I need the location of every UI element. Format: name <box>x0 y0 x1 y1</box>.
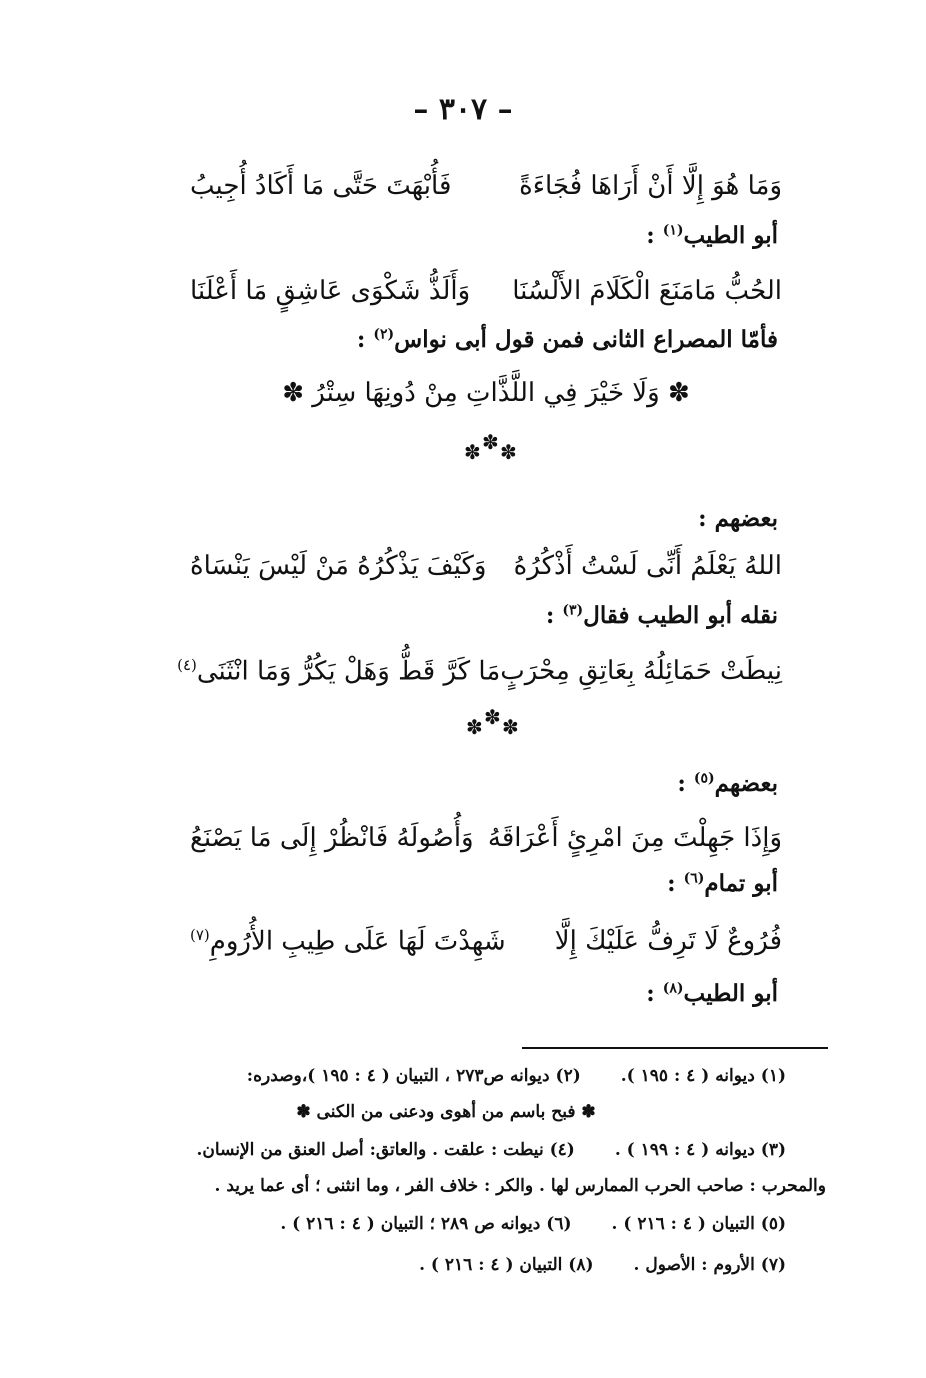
poet-heading-2 <box>357 326 778 353</box>
poet-heading-6 <box>667 870 778 897</box>
poet-heading-3: بعضهم : <box>698 505 778 532</box>
verse-5-second-hemistich-group <box>177 656 500 687</box>
verse-line-7 <box>190 918 782 964</box>
footnote-2-verse: ✽ فبح باسم من أهوى ودعنى من الكنى ✽ <box>296 1102 596 1122</box>
star-separator-1 <box>458 430 518 470</box>
verse-2-first-hemistich: الحُبُّ مَامَنَعَ الْكَلَامَ الأَلْسُنَا <box>512 276 782 306</box>
colon: : <box>667 870 684 897</box>
poet-name: أبو الطيب <box>683 222 778 249</box>
footnote-ref: (٣) <box>562 602 584 619</box>
verse-7-second-hemistich-group <box>190 926 506 957</box>
colon: : <box>356 326 374 353</box>
poet-name: أبو الطيب <box>683 980 778 1007</box>
footnote-ref: (٢) <box>373 326 395 343</box>
verse-line-3: ✽ وَلَا خَيْرَ فِي اللَّذَّاتِ مِنْ دُونِهَا سِتْرُ ✽ <box>282 378 690 408</box>
star-icon: ✽ <box>502 715 519 739</box>
verse-4-first-hemistich: اللهُ يَعْلَمُ أَنِّى لَسْتُ أَذْكُرُهُ <box>513 551 782 581</box>
footnote-ref: (٤) <box>177 655 197 674</box>
poet-name: أبو تمام <box>704 870 778 897</box>
footnote-line-3 <box>106 1140 786 1160</box>
star-icon: ✽ <box>466 715 483 739</box>
star-icon: ✽ <box>482 430 499 454</box>
verse-7-first-hemistich: فُرُوعٌ لَا تَرِفُّ عَلَيْكَ إِلَّا <box>554 926 782 956</box>
poet-heading-4 <box>546 602 778 629</box>
footnote-ref: (٧) <box>190 925 210 944</box>
star-icon: ✽ <box>484 705 501 729</box>
heading-text: بعضهم <box>714 770 778 797</box>
poet-heading-1 <box>646 222 778 249</box>
footnote-ref: (٨) <box>662 980 684 997</box>
footnote-4-continuation: والمحرب : صاحب الحرب الممارس لها . والكر : خلاف الفر ، وما انثنى ؛ أى عما يريد . <box>214 1176 826 1196</box>
footnote-7: (٧) الأروم : الأصول . <box>633 1255 786 1275</box>
colon: : <box>646 980 663 1007</box>
verse-4-second-hemistich: وَكَيْفَ يَذْكُرُهُ مَنْ لَيْسَ يَنْسَاهُ <box>190 551 487 581</box>
poet-heading-5 <box>677 770 778 797</box>
star-icon: ✽ <box>464 440 481 464</box>
star-icon: ✽ <box>500 440 517 464</box>
verse-line-5 <box>177 648 782 694</box>
verse-2-second-hemistich: وَأَلَذُّ شَكْوَى عَاشِقٍ مَا أَعْلَنَا <box>190 276 471 306</box>
footnote-8: (٨) التبيان ( ٤ : ٢١٦ ) . <box>419 1255 594 1275</box>
verse-line-2 <box>190 268 782 314</box>
verse-line-1 <box>190 163 782 209</box>
verse-6-first-hemistich: وَإِذَا جَهِلْتَ مِنَ امْرِئٍ أَعْرَاقَهُ <box>487 823 782 853</box>
star-separator-2 <box>460 705 520 745</box>
colon: : <box>677 770 694 797</box>
footnote-5: (٥) التبيان ( ٤ : ٢١٦ ) . <box>611 1214 786 1234</box>
footnote-2: (٢) ديوانه ص٢٧٣ ، التبيان ( ٤ : ١٩٥ )،وصدره: <box>246 1066 581 1086</box>
colon: : <box>646 222 663 249</box>
footnote-4: (٤) نيطت : علقت . والعاتق: أصل العنق من الإنسان. <box>196 1140 575 1160</box>
footnote-line-5 <box>106 1214 786 1234</box>
verse-6-second-hemistich: وَأُصُولَهُ فَانْظُرْ إِلَى مَا يَصْنَعُ <box>190 823 474 853</box>
footnote-ref: (٦) <box>683 870 705 887</box>
heading-text: فأمّا المصراع الثانى فمن قول أبى نواس <box>394 326 778 353</box>
footnote-3: (٣) ديوانه ( ٤ : ١٩٩ ) . <box>614 1140 786 1160</box>
verse-line-4 <box>190 543 782 589</box>
footnote-6: (٦) ديوانه ص ٢٨٩ ؛ التبيان ( ٤ : ٢١٦ ) . <box>280 1214 572 1234</box>
poet-heading-7 <box>646 980 778 1007</box>
heading-text: نقله أبو الطيب فقال <box>583 602 778 629</box>
verse-5-first-hemistich: نِيطَتْ حَمَائِلُهُ بِعَاتِقِ مِحْرَبٍ <box>500 656 782 686</box>
colon: : <box>545 602 563 629</box>
verse-1-second-hemistich: فَأُبْهَتَ حَتَّى مَا أَكَادُ أُجِيبُ <box>190 171 452 201</box>
footnote-line-1 <box>106 1066 786 1086</box>
verse-line-6 <box>190 815 782 861</box>
verse-5-second-hemistich: مَا كَرَّ قَطُّ وَهَلْ يَكُرُّ وَمَا انْثَنَى <box>196 656 501 687</box>
verse-7-second-hemistich: شَهِدْتَ لَهَا عَلَى طِيبِ الأُرُومِ <box>209 926 506 957</box>
footnote-ref: (١) <box>662 222 684 239</box>
page-number: – ٣٠٧ – <box>413 92 513 127</box>
footnote-line-7 <box>106 1255 786 1275</box>
footnote-ref: (٥) <box>693 770 715 787</box>
verse-1-first-hemistich: وَمَا هُوَ إِلَّا أَنْ أَرَاهَا فُجَاءَةً <box>519 171 782 201</box>
footnote-1: (١) ديوانه ( ٤ : ١٩٥ ). <box>620 1066 786 1086</box>
footnote-separator-rule <box>522 1047 828 1049</box>
